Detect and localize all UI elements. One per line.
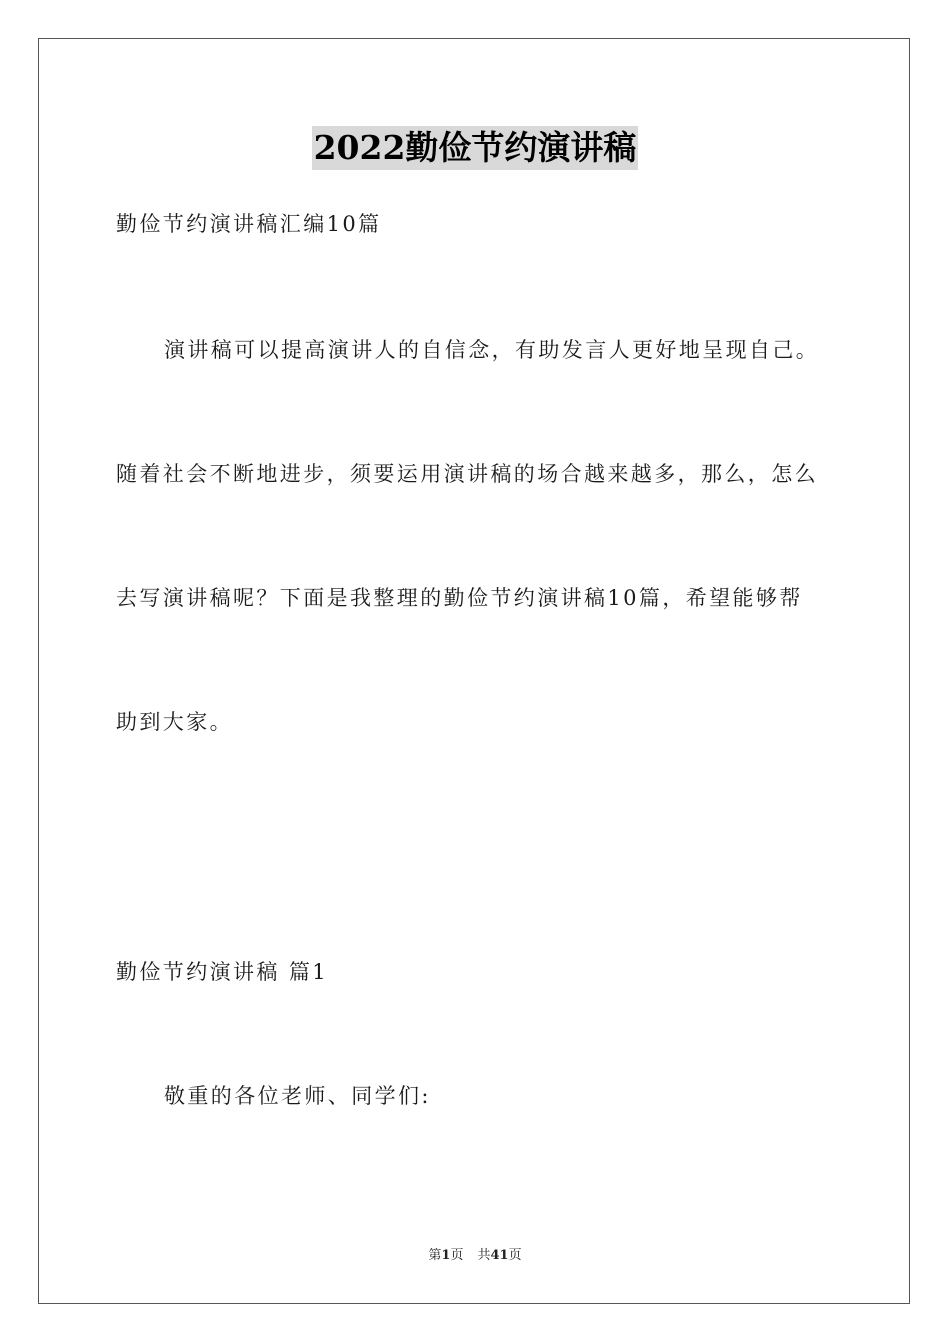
title-container bbox=[0, 126, 950, 170]
footer-total-suffix: 页 bbox=[508, 1248, 522, 1263]
section-heading: 勤俭节约演讲稿 篇1 bbox=[116, 960, 329, 984]
footer-total-pages: 41 bbox=[490, 1248, 509, 1263]
intro-line-4: 助到大家。 bbox=[116, 710, 233, 734]
intro-line-1: 演讲稿可以提高演讲人的自信念，有助发言人更好地呈现自己。 bbox=[164, 338, 820, 362]
footer-total-prefix: 共 bbox=[477, 1248, 491, 1263]
document-subtitle: 勤俭节约演讲稿汇编10篇 bbox=[116, 212, 382, 236]
footer-page-prefix: 第 bbox=[428, 1248, 442, 1263]
footer-page-suffix: 页 bbox=[450, 1248, 464, 1263]
intro-line-3: 去写演讲稿呢？下面是我整理的勤俭节约演讲稿10篇，希望能够帮 bbox=[116, 586, 803, 610]
footer-page-number: 1 bbox=[441, 1248, 451, 1263]
document-title: 2022勤俭节约演讲稿 bbox=[312, 126, 639, 170]
intro-line-2: 随着社会不断地进步，须要运用演讲稿的场合越来越多，那么，怎么 bbox=[116, 462, 818, 486]
page-footer bbox=[0, 1248, 950, 1264]
greeting: 敬重的各位老师、同学们: bbox=[164, 1084, 431, 1108]
